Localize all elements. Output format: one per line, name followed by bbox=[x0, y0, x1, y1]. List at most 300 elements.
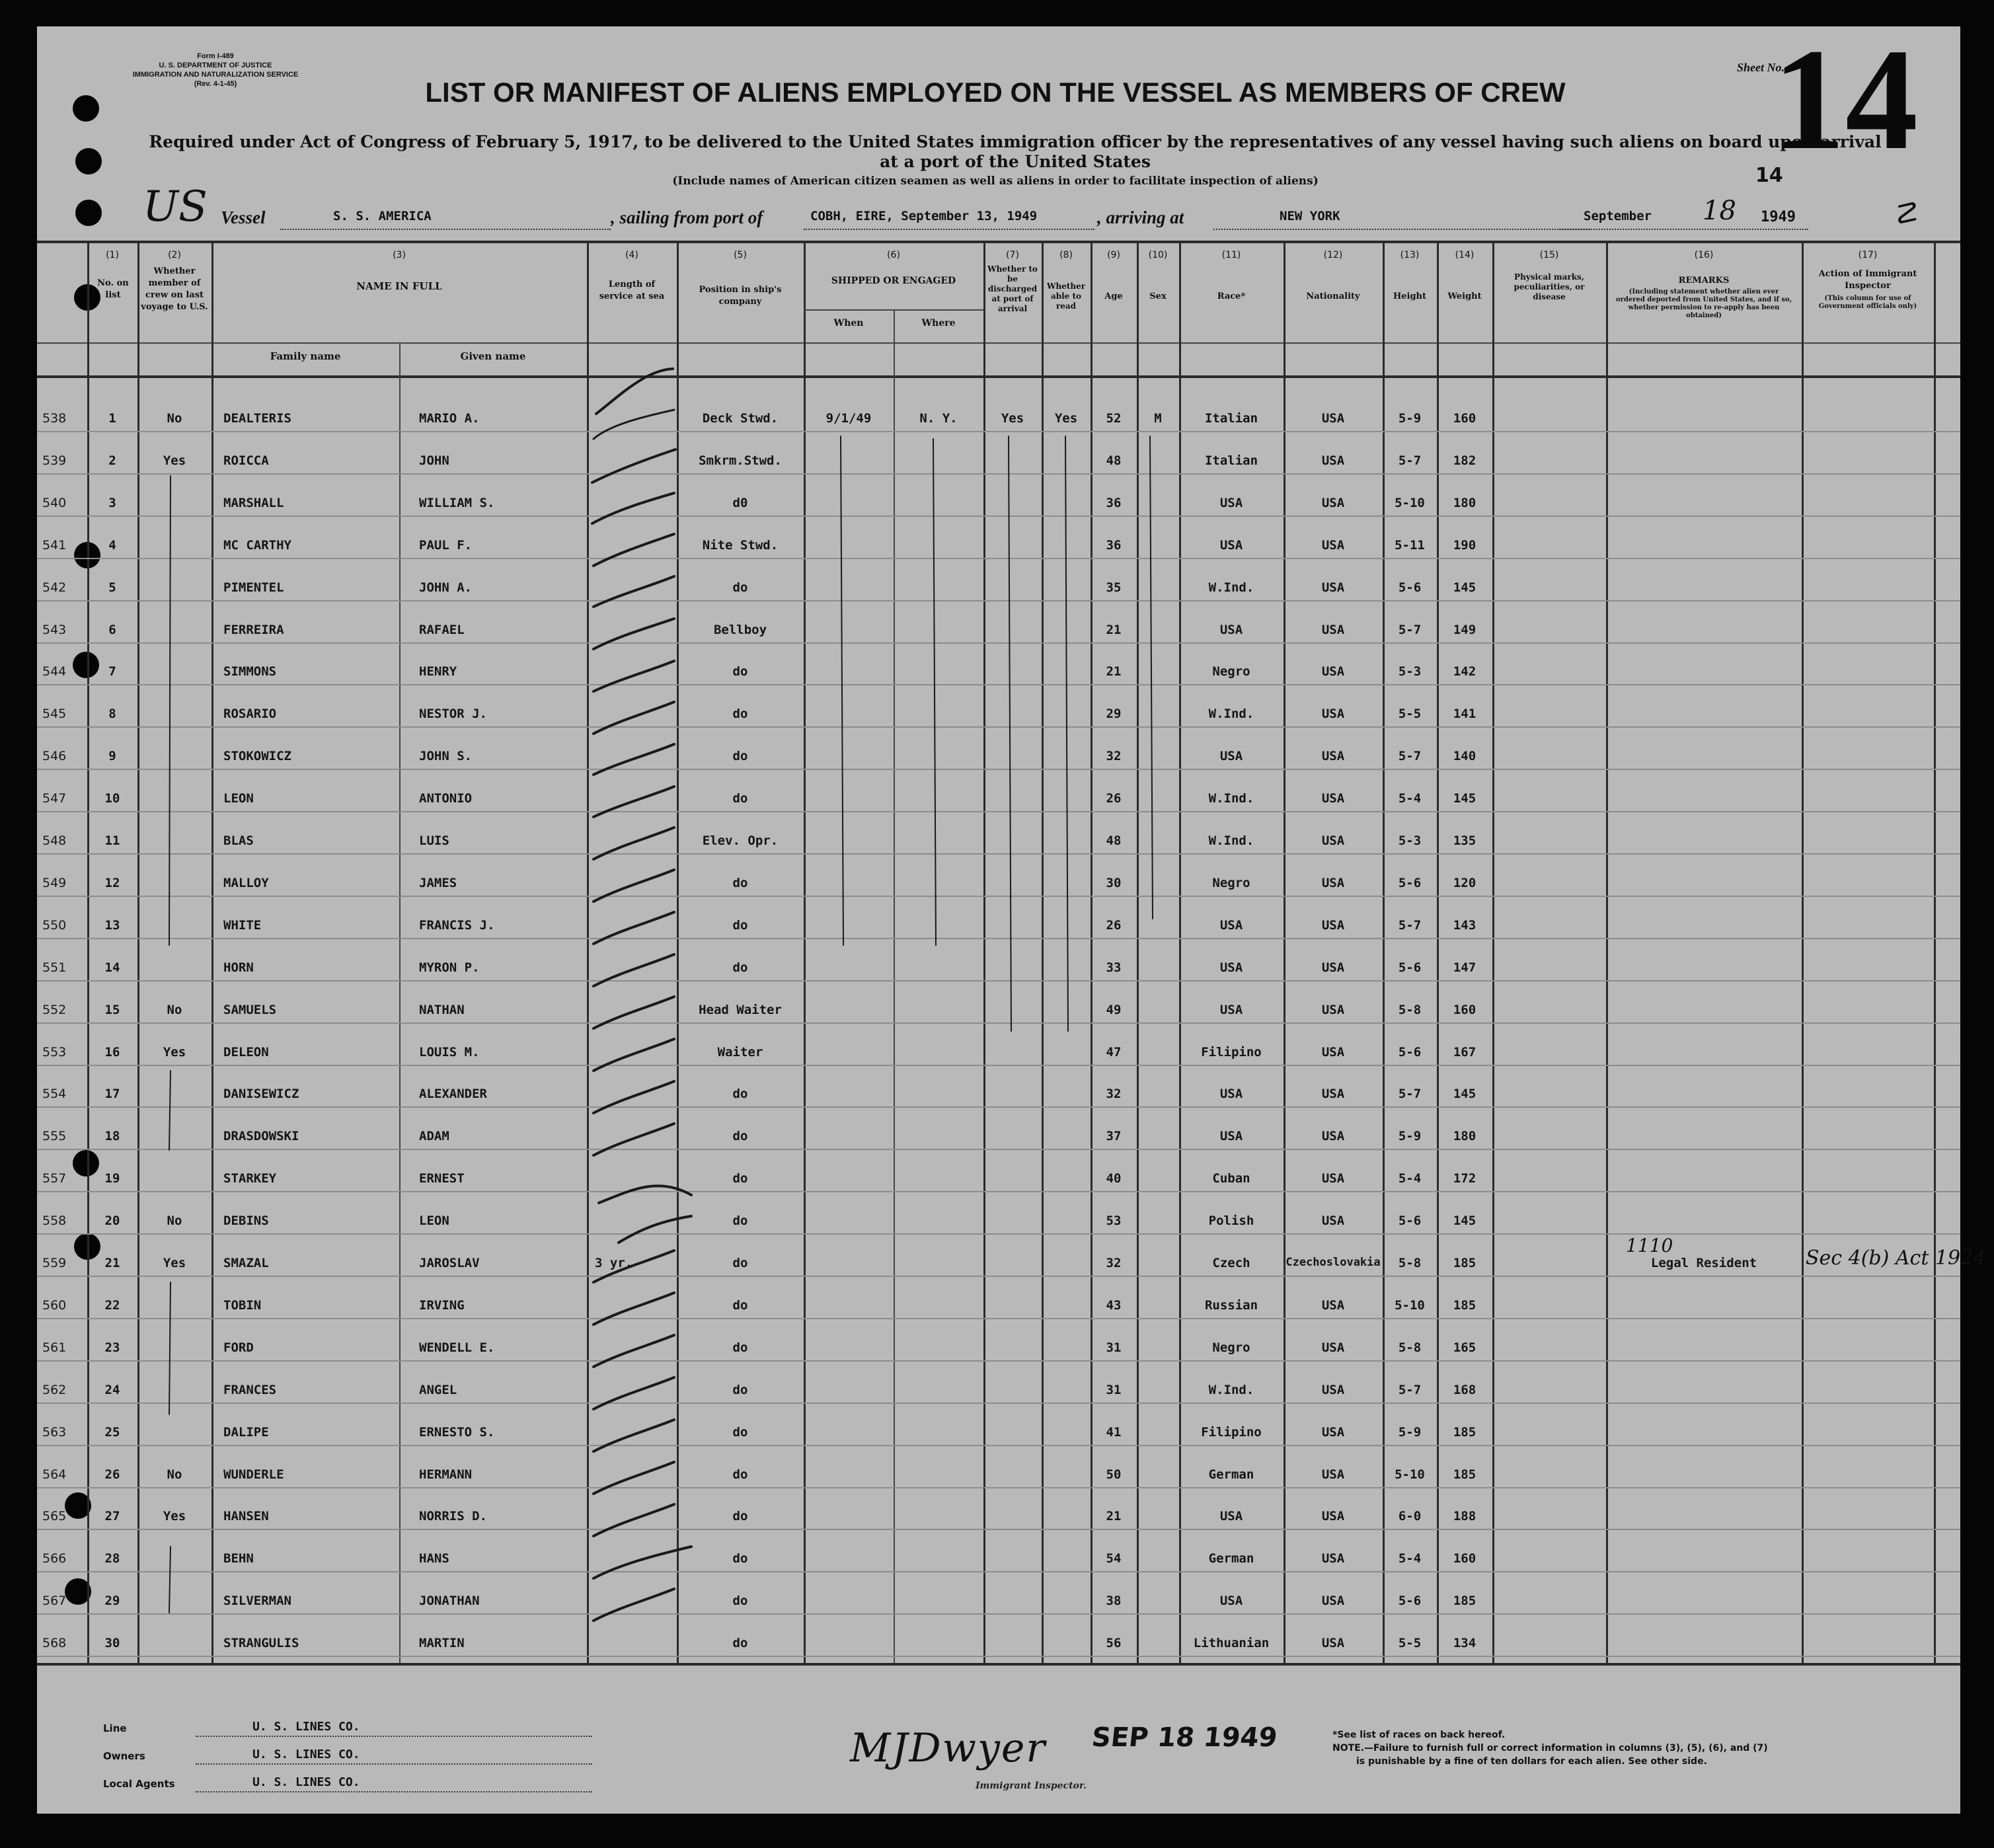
service-tick bbox=[594, 576, 674, 607]
cell-height: 5-5 bbox=[1398, 1636, 1422, 1651]
cell-action: Sec 4(b) Act 1924 bbox=[1806, 1247, 1986, 1270]
service-tick bbox=[594, 1420, 674, 1451]
cell-race: German bbox=[1208, 1551, 1254, 1566]
cell-nat: USA bbox=[1321, 1509, 1345, 1524]
cell-race: Lithuanian bbox=[1193, 1636, 1270, 1651]
cell-given: PAUL F. bbox=[419, 537, 473, 553]
cell-family: DELEON bbox=[223, 1044, 269, 1059]
cell-age: 32 bbox=[1106, 1256, 1122, 1270]
cell-weight: 142 bbox=[1453, 664, 1476, 679]
cell-nat: USA bbox=[1321, 1636, 1345, 1651]
footer-agents-label: Local Agents bbox=[103, 1778, 175, 1790]
ditto-line-where bbox=[933, 439, 936, 945]
cell-weight: 140 bbox=[1453, 749, 1476, 764]
cell-given: ERNESTO S. bbox=[419, 1424, 495, 1440]
col7-header: Whether to be discharged at port of arrival bbox=[987, 264, 1038, 313]
cell-position: d0 bbox=[732, 495, 748, 510]
cell-weight: 180 bbox=[1453, 1129, 1476, 1144]
cell-sex: M bbox=[1154, 411, 1162, 426]
col9-num: (9) bbox=[1107, 250, 1120, 260]
cell-no: 3 bbox=[108, 495, 116, 510]
col1-num: (1) bbox=[106, 250, 119, 260]
cell-race: Negro bbox=[1212, 875, 1250, 890]
cell-no: 9 bbox=[108, 749, 116, 764]
cell-weight: 160 bbox=[1453, 1551, 1476, 1566]
sheet-label: Sheet No. bbox=[1737, 61, 1784, 74]
cell-height: 5-7 bbox=[1398, 1087, 1422, 1102]
cell-no: 29 bbox=[104, 1594, 120, 1609]
col12-header: Nationality bbox=[1306, 291, 1360, 301]
row-ref-number: 567 bbox=[42, 1594, 67, 1609]
cell-family: FORD bbox=[223, 1340, 254, 1355]
service-tick bbox=[594, 619, 674, 649]
ditto-line-sex bbox=[1150, 436, 1153, 919]
service-tick bbox=[594, 1377, 674, 1409]
cell-race: USA bbox=[1219, 1594, 1243, 1609]
cell-family: DANISEWICZ bbox=[223, 1087, 299, 1102]
cell-race: USA bbox=[1219, 749, 1243, 764]
service-tick bbox=[594, 661, 674, 691]
cell-position: Deck Stwd. bbox=[702, 411, 779, 426]
cell-nat: USA bbox=[1321, 495, 1345, 510]
row-ref-number: 549 bbox=[42, 875, 67, 890]
cell-no: 16 bbox=[104, 1044, 120, 1059]
cell-no: 21 bbox=[104, 1256, 120, 1270]
cell-prev: Yes bbox=[163, 1044, 186, 1059]
cell-weight: 145 bbox=[1453, 1087, 1476, 1102]
cell-weight: 143 bbox=[1453, 917, 1476, 933]
row-ref-number: 563 bbox=[42, 1424, 67, 1440]
sailing-label: , sailing from port of bbox=[611, 208, 763, 227]
col11-header: Race* bbox=[1217, 291, 1246, 301]
cell-given: HERMANN bbox=[419, 1467, 473, 1482]
cell-height: 5-6 bbox=[1398, 580, 1422, 595]
cell-weight: 185 bbox=[1453, 1424, 1476, 1440]
service-tick bbox=[594, 744, 674, 775]
cell-given: JOHN S. bbox=[419, 749, 473, 764]
cell-nat: USA bbox=[1321, 707, 1345, 722]
manifest-subnote: (Include names of American citizen seamen as well as aliens in order to facilitate inspection of aliens) bbox=[672, 174, 1319, 188]
row-ref-number: 539 bbox=[42, 453, 67, 468]
cell-no: 23 bbox=[104, 1340, 120, 1355]
cell-nat: USA bbox=[1321, 1382, 1345, 1397]
col4-header: Length of service at sea bbox=[599, 280, 665, 301]
cell-race: W.Ind. bbox=[1208, 707, 1254, 722]
col6-header: SHIPPED OR ENGAGED bbox=[831, 276, 956, 286]
cell-no: 14 bbox=[104, 960, 120, 975]
row-ref-number: 543 bbox=[42, 622, 67, 637]
cell-no: 12 bbox=[104, 875, 120, 890]
service-tick bbox=[594, 1039, 674, 1071]
sheet-number-small: 14 bbox=[1755, 164, 1783, 187]
cell-family: LEON bbox=[223, 791, 254, 806]
cell-race: Negro bbox=[1212, 664, 1250, 679]
footnote-races: *See list of races on back hereof. bbox=[1332, 1730, 1506, 1740]
cell-height: 5-10 bbox=[1395, 495, 1425, 510]
cell-weight: 185 bbox=[1453, 1467, 1476, 1482]
cell-given: HANS bbox=[419, 1551, 449, 1566]
cell-race: USA bbox=[1219, 1509, 1243, 1524]
cell-age: 40 bbox=[1106, 1171, 1122, 1186]
cell-nat: USA bbox=[1321, 1171, 1345, 1186]
row-ref-number: 553 bbox=[42, 1044, 67, 1059]
date-stamp: SEP 18 1949 bbox=[1090, 1722, 1279, 1753]
cell-position: do bbox=[732, 1129, 748, 1144]
cell-no: 20 bbox=[104, 1213, 120, 1229]
remark-handwritten: 1110 bbox=[1626, 1235, 1673, 1256]
cell-family: ROICCA bbox=[223, 453, 269, 468]
cell-given: ADAM bbox=[419, 1129, 449, 1144]
cell-given: JAROSLAV bbox=[419, 1256, 480, 1270]
cell-family: MARSHALL bbox=[223, 495, 284, 510]
col16-num: (16) bbox=[1694, 250, 1714, 260]
cell-height: 5-9 bbox=[1398, 1129, 1422, 1144]
cell-nat: USA bbox=[1321, 1002, 1345, 1017]
cell-no: 22 bbox=[104, 1297, 120, 1313]
cell-given: JOHN bbox=[419, 453, 449, 468]
cell-age: 47 bbox=[1106, 1044, 1122, 1059]
cell-position: do bbox=[732, 1551, 748, 1566]
service-tick bbox=[594, 410, 674, 439]
cell-age: 53 bbox=[1106, 1213, 1122, 1229]
form-service: IMMIGRATION AND NATURALIZATION SERVICE bbox=[132, 71, 299, 79]
cell-race: Russian bbox=[1204, 1297, 1258, 1313]
cell-age: 33 bbox=[1106, 960, 1122, 975]
cell-age: 48 bbox=[1106, 453, 1122, 468]
row-ref-number: 542 bbox=[42, 580, 67, 595]
col3-family-header: Family name bbox=[270, 350, 341, 362]
cell-height: 5-9 bbox=[1398, 411, 1422, 426]
cell-height: 5-5 bbox=[1398, 707, 1422, 722]
service-tick bbox=[594, 1251, 674, 1282]
cell-height: 5-3 bbox=[1398, 664, 1422, 679]
footer-owners-label: Owners bbox=[103, 1750, 145, 1762]
ditto-line-col2 bbox=[169, 476, 171, 945]
cell-age: 36 bbox=[1106, 495, 1122, 510]
cell-given: JOHN A. bbox=[419, 580, 473, 595]
service-tick bbox=[599, 1186, 691, 1203]
col10-header: Sex bbox=[1149, 291, 1167, 301]
cell-family: DRASDOWSKI bbox=[223, 1129, 299, 1144]
cell-height: 5-8 bbox=[1398, 1340, 1422, 1355]
cell-weight: 188 bbox=[1453, 1509, 1476, 1524]
cell-given: ANGEL bbox=[419, 1382, 457, 1397]
cell-family: MC CARTHY bbox=[223, 537, 291, 553]
cell-height: 5-6 bbox=[1398, 1213, 1422, 1229]
cell-height: 5-10 bbox=[1395, 1467, 1425, 1482]
cell-given: RAFAEL bbox=[419, 622, 465, 637]
col16-note: (Including statement whether alien ever ordered deported from United States, and if so, whether permission to re-apply has been obtained) bbox=[1615, 288, 1792, 319]
cell-position: do bbox=[732, 1509, 748, 1524]
cell-prev: No bbox=[167, 1467, 182, 1482]
cell-race: USA bbox=[1219, 1087, 1243, 1102]
cell-no: 24 bbox=[104, 1382, 120, 1397]
ditto-line-col2 bbox=[169, 1547, 171, 1613]
cell-position: do bbox=[732, 1087, 748, 1102]
cell-no: 13 bbox=[104, 917, 120, 933]
cell-age: 50 bbox=[1106, 1467, 1122, 1482]
cell-age: 26 bbox=[1106, 917, 1122, 933]
cell-race: Polish bbox=[1208, 1213, 1254, 1229]
cell-weight: 160 bbox=[1453, 1002, 1476, 1017]
inspector-signature: MJDwyer bbox=[850, 1725, 1047, 1771]
col12-num: (12) bbox=[1323, 250, 1343, 260]
footer-line: U. S. LINES CO. bbox=[252, 1720, 360, 1734]
service-tick bbox=[594, 702, 674, 734]
cell-family: WHITE bbox=[223, 917, 262, 933]
cell-height: 5-8 bbox=[1398, 1256, 1422, 1270]
cell-no: 1 bbox=[108, 411, 116, 426]
cell-age: 30 bbox=[1106, 875, 1122, 890]
cell-given: ERNEST bbox=[419, 1171, 465, 1186]
cell-family: HORN bbox=[223, 960, 254, 975]
service-tick bbox=[594, 787, 674, 817]
cell-given: LEON bbox=[419, 1213, 449, 1229]
cell-weight: 185 bbox=[1453, 1594, 1476, 1609]
cell-position: do bbox=[732, 1256, 748, 1270]
cell-nat: USA bbox=[1321, 1551, 1345, 1566]
col8-num: (8) bbox=[1059, 250, 1073, 260]
row-ref-number: 559 bbox=[42, 1256, 67, 1270]
cell-weight: 145 bbox=[1453, 580, 1476, 595]
vessel-name: S. S. AMERICA bbox=[333, 209, 432, 223]
cell-age: 21 bbox=[1106, 1509, 1122, 1524]
row-ref-number: 568 bbox=[42, 1636, 67, 1651]
cell-nat: USA bbox=[1321, 622, 1345, 637]
cell-position: do bbox=[732, 1594, 748, 1609]
cell-prev: No bbox=[167, 411, 182, 426]
cell-no: 11 bbox=[104, 833, 120, 848]
cell-given: JAMES bbox=[419, 875, 457, 890]
cell-no: 2 bbox=[108, 453, 116, 468]
footnote-penalty-2: is punishable by a fine of ten dollars for each alien. See other side. bbox=[1356, 1756, 1707, 1767]
service-tick bbox=[594, 534, 674, 566]
cell-weight: 172 bbox=[1453, 1171, 1476, 1186]
col1-header: No. on list bbox=[97, 278, 129, 300]
row-ref-number: 561 bbox=[42, 1340, 67, 1355]
cell-nat: USA bbox=[1321, 875, 1345, 890]
cell-family: DEALTERIS bbox=[223, 411, 291, 426]
cell-given: MARTIN bbox=[419, 1636, 465, 1651]
col3-given-header: Given name bbox=[460, 350, 526, 362]
cell-nat: USA bbox=[1321, 1213, 1345, 1229]
cell-family: PIMENTEL bbox=[223, 580, 284, 595]
cell-race: German bbox=[1208, 1467, 1254, 1482]
col9-header: Age bbox=[1104, 291, 1123, 301]
footer-owners: U. S. LINES CO. bbox=[252, 1748, 360, 1761]
cell-given: HENRY bbox=[419, 664, 457, 679]
row-ref-number: 564 bbox=[42, 1467, 67, 1482]
cell-age: 43 bbox=[1106, 1297, 1122, 1313]
cell-nat: USA bbox=[1321, 411, 1345, 426]
cell-height: 5-6 bbox=[1398, 1044, 1422, 1059]
cell-height: 5-7 bbox=[1398, 1382, 1422, 1397]
cell-position: do bbox=[732, 580, 748, 595]
row-ref-number: 546 bbox=[42, 749, 67, 764]
cell-weight: 149 bbox=[1453, 622, 1476, 637]
cell-nat: USA bbox=[1321, 580, 1345, 595]
cell-race: Italian bbox=[1204, 411, 1258, 426]
cell-position: Head Waiter bbox=[699, 1002, 782, 1017]
service-tick bbox=[594, 1462, 674, 1494]
col2-num: (2) bbox=[168, 250, 181, 260]
service-tick bbox=[594, 1081, 674, 1113]
cell-prev: No bbox=[167, 1002, 182, 1017]
cell-age: 21 bbox=[1106, 622, 1122, 637]
cell-height: 5-6 bbox=[1398, 875, 1422, 890]
cell-age: 56 bbox=[1106, 1636, 1122, 1651]
cell-race: Cuban bbox=[1212, 1171, 1250, 1186]
cell-race: Czech bbox=[1212, 1256, 1250, 1270]
cell-given: ANTONIO bbox=[419, 791, 473, 806]
cell-nat: USA bbox=[1321, 749, 1345, 764]
cell-age: 35 bbox=[1106, 580, 1122, 595]
cell-race: Filipino bbox=[1201, 1044, 1262, 1059]
arrival-year: 1949 bbox=[1761, 209, 1796, 225]
cell-nat: USA bbox=[1321, 791, 1345, 806]
service-tick bbox=[594, 912, 674, 944]
cell-weight: 180 bbox=[1453, 495, 1476, 510]
cell-family: WUNDERLE bbox=[223, 1467, 284, 1482]
service-tick bbox=[594, 1547, 691, 1578]
cell-age: 37 bbox=[1106, 1129, 1122, 1144]
cell-race: W.Ind. bbox=[1208, 1382, 1254, 1397]
ditto-line-col2 bbox=[169, 1282, 171, 1414]
cell-no: 17 bbox=[104, 1087, 120, 1102]
cell-weight: 190 bbox=[1453, 537, 1476, 553]
col15-num: (15) bbox=[1539, 250, 1559, 260]
manifest-title: LIST OR MANIFEST OF ALIENS EMPLOYED ON THE VESSEL AS MEMBERS OF CREW bbox=[425, 77, 1566, 108]
cell-family: MALLOY bbox=[223, 875, 269, 890]
col7-num: (7) bbox=[1006, 250, 1019, 260]
arriving-at: NEW YORK bbox=[1280, 209, 1340, 223]
service-tick bbox=[592, 449, 675, 482]
row-ref-number: 550 bbox=[42, 917, 67, 933]
cell-race: USA bbox=[1219, 1129, 1243, 1144]
cell-family: BEHN bbox=[223, 1551, 254, 1566]
cell-weight: 185 bbox=[1453, 1297, 1476, 1313]
cell-position: do bbox=[732, 1467, 748, 1482]
cell-race: Negro bbox=[1212, 1340, 1250, 1355]
cell-age: 21 bbox=[1106, 664, 1122, 679]
cell-family: SMAZAL bbox=[223, 1256, 269, 1270]
cell-given: MYRON P. bbox=[419, 960, 480, 975]
service-tick bbox=[594, 1589, 674, 1621]
cell-position: do bbox=[732, 1213, 748, 1229]
cell-weight: 120 bbox=[1453, 875, 1476, 890]
cell-family: STOKOWICZ bbox=[223, 749, 291, 764]
cell-nat: USA bbox=[1321, 1129, 1345, 1144]
cell-age: 31 bbox=[1106, 1382, 1122, 1397]
cell-position: do bbox=[732, 875, 748, 890]
cell-weight: 167 bbox=[1453, 1044, 1476, 1059]
cell-given: ALEXANDER bbox=[419, 1087, 487, 1102]
form-rev: (Rev. 4-1-45) bbox=[194, 80, 237, 88]
cell-race: Italian bbox=[1204, 453, 1258, 468]
cell-remark: Legal Resident bbox=[1650, 1256, 1757, 1270]
cell-height: 5-11 bbox=[1395, 537, 1425, 553]
cell-given: IRVING bbox=[419, 1297, 465, 1313]
cell-prev: No bbox=[167, 1213, 182, 1229]
cell-no: 6 bbox=[108, 622, 116, 637]
row-ref-number: 544 bbox=[42, 664, 67, 679]
col14-header: Weight bbox=[1447, 291, 1482, 301]
cell-weight: 182 bbox=[1453, 453, 1476, 468]
cell-family: TOBIN bbox=[223, 1297, 262, 1313]
cell-no: 7 bbox=[108, 664, 116, 679]
cell-no: 27 bbox=[104, 1509, 120, 1524]
service-tick bbox=[592, 493, 674, 523]
hand-mark: ☡ bbox=[1892, 197, 1918, 231]
cell-family: ROSARIO bbox=[223, 707, 277, 722]
cell-family: BLAS bbox=[223, 833, 254, 848]
cell-position: do bbox=[732, 1424, 748, 1440]
service-tick bbox=[594, 997, 674, 1028]
cell-age: 32 bbox=[1106, 749, 1122, 764]
cell-nat: USA bbox=[1321, 1467, 1345, 1482]
col15-header: Physical marks, peculiarities, or disease bbox=[1514, 272, 1585, 301]
cell-height: 5-7 bbox=[1398, 622, 1422, 637]
col6-num: (6) bbox=[887, 250, 900, 260]
manifest-sheet bbox=[37, 19, 1986, 1814]
cell-family: STARKEY bbox=[223, 1171, 277, 1186]
cell-family: DEBINS bbox=[223, 1213, 269, 1229]
cell-race: W.Ind. bbox=[1208, 580, 1254, 595]
cell-position: do bbox=[732, 749, 748, 764]
col13-header: Height bbox=[1393, 291, 1427, 301]
service-tick bbox=[594, 1124, 674, 1155]
col14-num: (14) bbox=[1455, 250, 1475, 260]
row-ref-number: 548 bbox=[42, 833, 67, 848]
ditto-line-col2 bbox=[169, 1071, 171, 1150]
cell-age: 52 bbox=[1106, 411, 1122, 426]
cell-no: 15 bbox=[104, 1002, 120, 1017]
footnote-penalty-1: NOTE.—Failure to furnish full or correct information in columns (3), (5), (6), and (7) bbox=[1332, 1743, 1768, 1753]
cell-height: 5-6 bbox=[1398, 960, 1422, 975]
cell-weight: 147 bbox=[1453, 960, 1476, 975]
cell-nat: USA bbox=[1321, 664, 1345, 679]
cell-race: USA bbox=[1219, 622, 1243, 637]
cell-nat: USA bbox=[1321, 1594, 1345, 1609]
col2-header: Whether member of crew on last voyage to U.S. bbox=[141, 266, 208, 312]
cell-given: WENDELL E. bbox=[419, 1340, 495, 1355]
footer-agents: U. S. LINES CO. bbox=[252, 1775, 360, 1789]
cell-height: 5-6 bbox=[1398, 1594, 1422, 1609]
row-ref-number: 545 bbox=[42, 707, 67, 722]
row-ref-number: 554 bbox=[42, 1087, 67, 1102]
cell-nat: USA bbox=[1321, 917, 1345, 933]
service-tick bbox=[594, 1335, 674, 1367]
cell-age: 31 bbox=[1106, 1340, 1122, 1355]
cell-nat: USA bbox=[1321, 833, 1345, 848]
cell-when: 9/1/49 bbox=[825, 411, 872, 426]
cell-age: 48 bbox=[1106, 833, 1122, 848]
ditto-line-discharge bbox=[1009, 436, 1011, 1031]
cell-given: LOUIS M. bbox=[419, 1044, 480, 1059]
cell-family: SILVERMAN bbox=[223, 1594, 291, 1609]
cell-family: HANSEN bbox=[223, 1509, 269, 1524]
cell-no: 26 bbox=[104, 1467, 120, 1482]
cell-nat: USA bbox=[1321, 1424, 1345, 1440]
service-tick bbox=[619, 1216, 691, 1243]
cell-race: W.Ind. bbox=[1208, 791, 1254, 806]
col5-num: (5) bbox=[734, 250, 747, 260]
cell-height: 5-7 bbox=[1398, 453, 1422, 468]
ditto-line-when bbox=[841, 436, 843, 945]
row-ref-number: 557 bbox=[42, 1171, 67, 1186]
cell-given: JONATHAN bbox=[419, 1594, 480, 1609]
col5-header: Position in ship's company bbox=[699, 285, 782, 307]
